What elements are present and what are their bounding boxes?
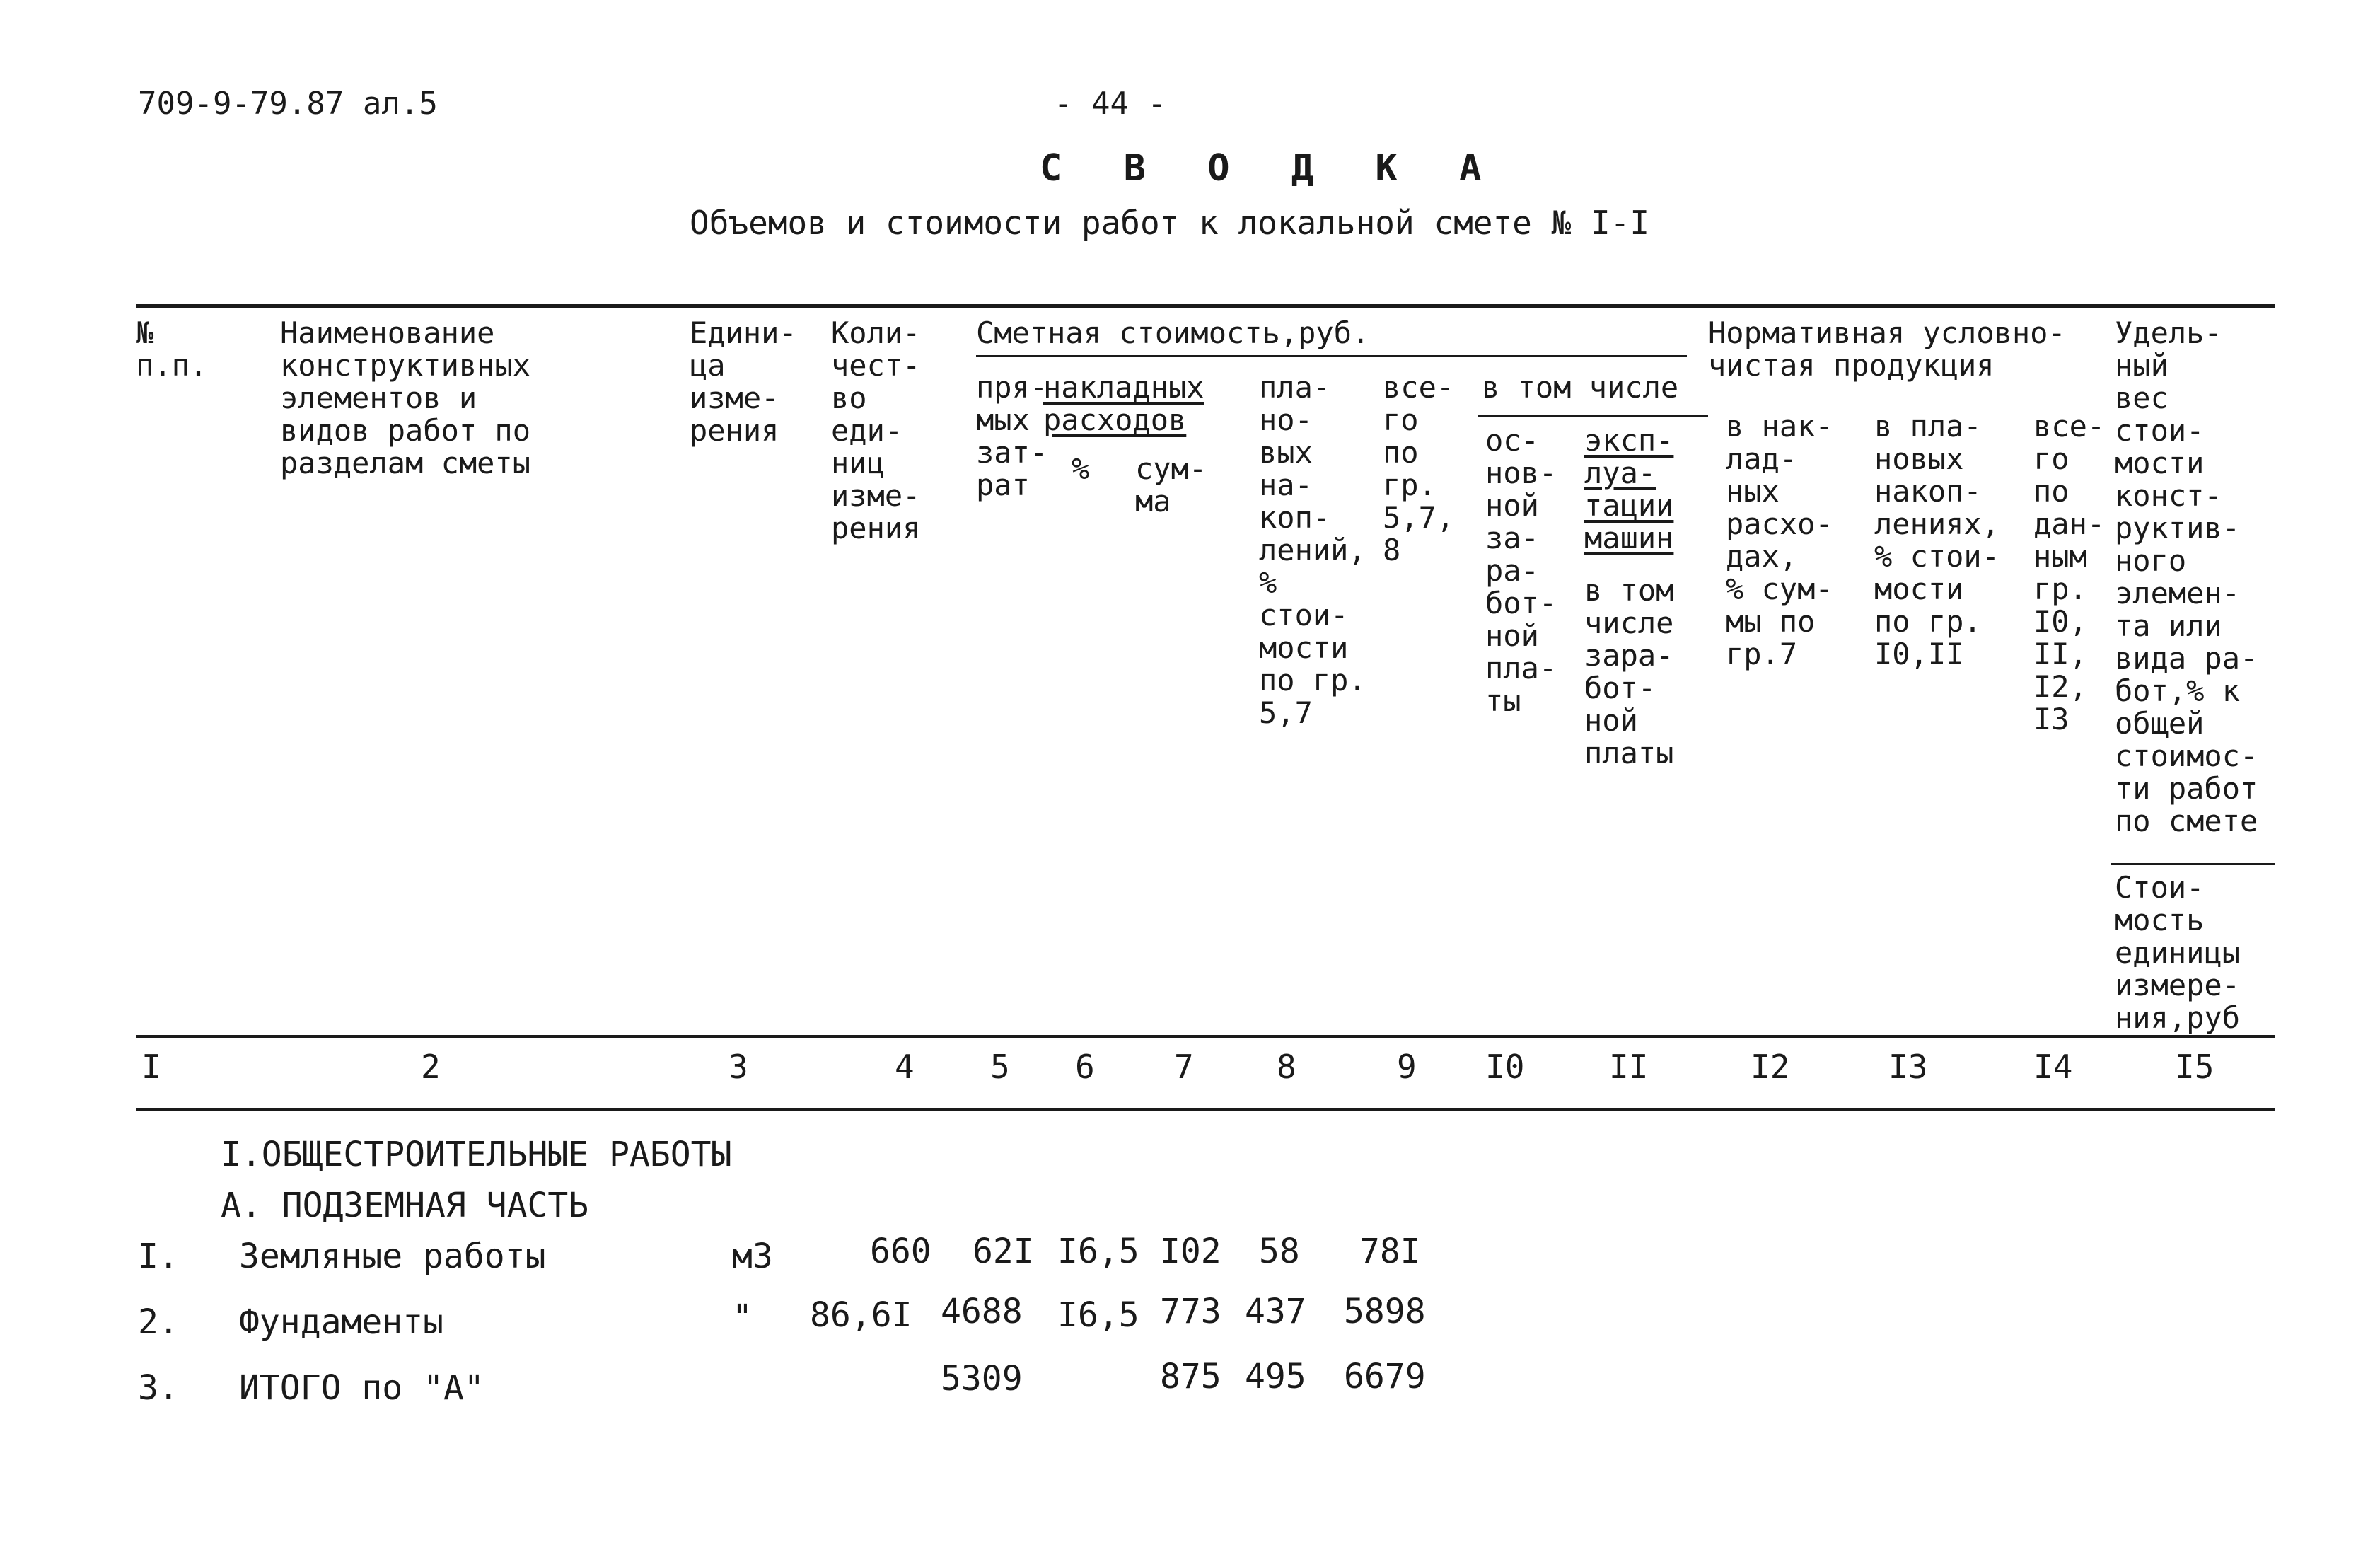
- header-direct-costs: пря- мых зат- рат: [976, 370, 1048, 502]
- col-number-10: I0: [1485, 1048, 1525, 1086]
- header-total-by-columns: все- го по дан- ным гр. I0, II, I2, I3: [2033, 409, 2106, 736]
- col-number-3: 3: [728, 1048, 748, 1086]
- header-bottom-rule: [136, 1035, 2275, 1038]
- col-number-15: I5: [2175, 1048, 2214, 1086]
- header-in-savings: в пла- новых накоп- лениях, % стои- мости по гр. I0,II: [1874, 409, 2000, 671]
- row-direct-costs: 62I: [973, 1232, 1034, 1271]
- row-overhead-sum: I02: [1160, 1232, 1221, 1271]
- row-total: 6679: [1344, 1357, 1426, 1396]
- page-number: - 44 -: [1054, 86, 1166, 122]
- header-machine-operation: эксп- луа- тации машин: [1584, 423, 1674, 555]
- header-total: все- го по гр. 5,7, 8: [1383, 370, 1455, 567]
- header-overhead-sum: сум- ма: [1135, 451, 1207, 519]
- row-name: Земляные работы: [239, 1237, 546, 1276]
- col-number-9: 9: [1397, 1048, 1417, 1086]
- col-number-8: 8: [1277, 1048, 1296, 1086]
- col-number-1: I: [141, 1048, 161, 1086]
- row-quantity: 660: [870, 1232, 931, 1271]
- header-base-wages: ос- нов- ной за- ра- бот- ной пла- ты: [1485, 423, 1557, 718]
- section-general-construction: I.ОБЩЕСТРОИТЕЛЬНЫЕ РАБОТЫ: [221, 1135, 732, 1174]
- header-quantity: Коли- чест- во еди- ниц изме- рения: [831, 316, 921, 545]
- col-number-6: 6: [1075, 1048, 1095, 1086]
- header-unit: Едини- ца изме- рения: [690, 316, 797, 448]
- header-share-percent: Удель- ный вес стои- мости конст- руктив- ного элемен- та или вида ра- бот,% к общей стоимос- ти работ по смете: [2115, 316, 2258, 838]
- row-unit: м3: [732, 1237, 773, 1276]
- column-numbers-rule: [136, 1108, 2275, 1111]
- header-unit-cost: Стои- мость единицы измере- ния,руб: [2115, 870, 2241, 1035]
- row-name: Фундаменты: [239, 1302, 443, 1342]
- row-planned-savings: 495: [1245, 1357, 1306, 1396]
- col-number-11: II: [1609, 1048, 1649, 1086]
- header-planned-savings: пла- но- вых на- коп- лений, % стои- мости по гр. 5,7: [1259, 370, 1366, 730]
- col-number-14: I4: [2033, 1048, 2073, 1086]
- row-direct-costs: 4688: [941, 1292, 1023, 1331]
- header-group-cost: Сметная стоимость,руб.: [976, 316, 1370, 350]
- header-overhead: накладных расходов: [1043, 370, 1204, 437]
- col-number-4: 4: [895, 1048, 915, 1086]
- header-in-overhead: в нак- лад- ных расхо- дах, % сум- мы по гр.7: [1726, 409, 1833, 671]
- row-planned-savings: 58: [1259, 1232, 1300, 1271]
- header-overhead-percent: %: [1072, 451, 1090, 486]
- document-id: 709-9-79.87 ал.5: [138, 86, 438, 122]
- header-normative-production: Нормативная условно- чистая продукция: [1708, 316, 2066, 383]
- page-subtitle: Объемов и стоимости работ к локальной смете № I-I: [690, 204, 1650, 242]
- row-overhead-sum: 875: [1160, 1357, 1221, 1396]
- row-name: ИТОГО по "А": [239, 1368, 484, 1408]
- row-unit: ": [732, 1297, 753, 1337]
- row-number: 3.: [138, 1368, 179, 1408]
- group-underline: [976, 355, 1687, 357]
- row-total: 5898: [1344, 1292, 1426, 1331]
- header-name: Наименование конструктивных элементов и видов работ по разделам сметы: [280, 316, 531, 480]
- row-overhead-percent: I6,5: [1057, 1295, 1139, 1335]
- row-total: 78I: [1359, 1232, 1421, 1271]
- row-quantity: 86,6I: [810, 1295, 912, 1335]
- section-underground-part: А. ПОДЗЕМНАЯ ЧАСТЬ: [221, 1186, 589, 1225]
- page-title: С В О Д К А: [1040, 147, 1502, 190]
- col15-divider: [2111, 863, 2275, 865]
- col-number-5: 5: [990, 1048, 1010, 1086]
- table-top-rule: [136, 304, 2275, 308]
- row-planned-savings: 437: [1245, 1292, 1306, 1331]
- col-number-2: 2: [421, 1048, 441, 1086]
- header-number: № п.п.: [136, 316, 208, 383]
- row-number: 2.: [138, 1302, 179, 1342]
- row-direct-costs: 5309: [941, 1359, 1023, 1399]
- col-number-13: I3: [1888, 1048, 1928, 1086]
- header-machine-wages: в том числе зара- бот- ной платы: [1584, 573, 1674, 770]
- row-number: I.: [138, 1237, 179, 1276]
- row-overhead-percent: I6,5: [1057, 1232, 1139, 1271]
- col-number-12: I2: [1751, 1048, 1790, 1086]
- row-overhead-sum: 773: [1160, 1292, 1221, 1331]
- header-including: в том числе: [1482, 370, 1679, 405]
- incl-underline: [1478, 415, 1708, 417]
- col-number-7: 7: [1174, 1048, 1194, 1086]
